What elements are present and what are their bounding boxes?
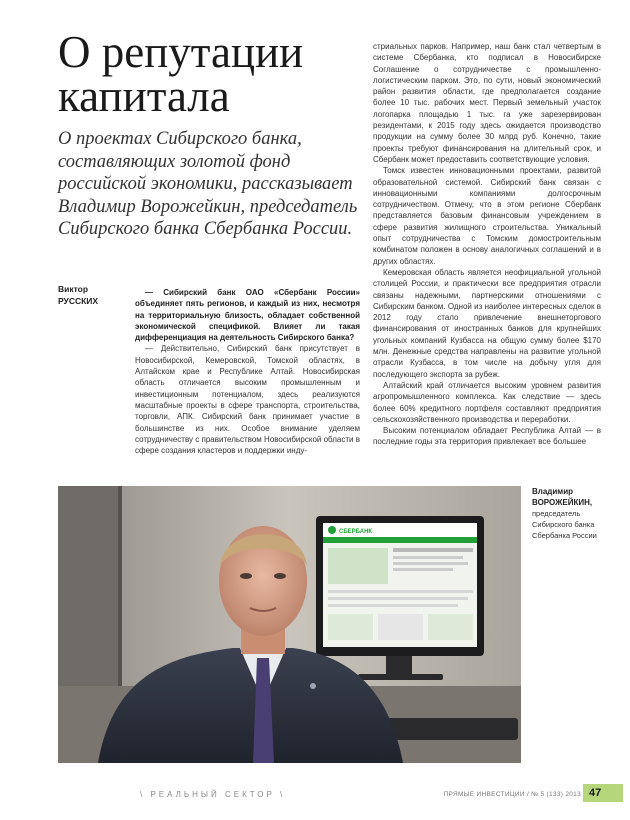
- footer-magazine-issue: ПРЯМЫЕ ИНВЕСТИЦИИ / № 5 (133) 2013: [443, 791, 581, 798]
- article-lead: О проектах Сибирского банка, составляющих золотой фонд российской экономики, рассказывает Владимир Ворожейкин, председатель Сибирского банка Сбербанка России.: [58, 129, 358, 239]
- author-first-name: Виктор: [58, 284, 89, 294]
- article-title: О репутации капитала: [58, 27, 304, 121]
- portrait-photo: [58, 486, 521, 763]
- answer-paragraph-start: — Действительно, Сибирский банк присутствует в Новосибирской, Кемеровской, Томской областях, в Алтайском крае и Республике Алтай. Новосибирская область отличается высоким промышленным и инвестиционным потенциалом, здесь реализуются масштабные проекты в сфере транспорта, строительства, торговли, АПК. Сибирский банк принимает участие в большинстве из них. Особое внимание уделяем сотрудничеству с правительством Новосибирской области в сфере создания кластеров и поддержки инду-: [135, 344, 360, 456]
- paragraph-altai-republic: Высоким потенциалом обладает Республика Алтай — в последние годы эта территория привлекает все большее: [373, 426, 601, 447]
- interview-question: — Сибирский банк ОАО «Сбербанк России» объединяет пять регионов, и каждый из них, несмотря на территориальную близость, обладает собственной экономической спецификой. Влияет ли такая дифференциация на деятельность Сибирского банка?: [135, 288, 360, 343]
- article-column-right: [373, 41, 601, 448]
- author-byline: [58, 283, 128, 307]
- photo-caption: [532, 486, 622, 541]
- paragraph-tomsk: Томск известен инновационными проектами, развитой образовательной системой. Сибирский банк связан с инновационными компаниями долгосрочным сотрудничеством. Отмечу, что в этом регионе Сбербанк представляется базовым финансовым учреждением в сфере развития жилищного строительства. Уникальный опыт сотрудничества с Томским домостроительным комбинатом положен в основу аналогичных соглашений и в других областях.: [373, 166, 601, 266]
- paragraph-kemerovo: Кемеровская область является неофициальной угольной столицей России, и практически все предприятия отрасли связаны надежными, партнерскими отношениями с Сибирским банком. Одной из наиболее интересных сделок в 2012 году стало привлечение внешнеторгового финансирования от иностранных банков для крупнейших угольных компаний Кузбасса на общую сумму более $170 млн. Денежные средства направлены на развитие угольной отрасли Кузбасса, в том числе на добычу угля для последующего экспорта за рубеж.: [373, 267, 601, 379]
- portrait-illustration: [58, 486, 521, 763]
- paragraph-altai-krai: Алтайский край отличается высоким уровнем развития агропромышленного комплекса. Как следствие — здесь более 60% кредитного портфеля составляют предприятия сельскохозяйственного производства и переработки.: [373, 380, 601, 424]
- article-column-middle: [135, 287, 360, 456]
- caption-role: председатель Сибирского банка Сбербанка России: [532, 509, 597, 540]
- footer-section-label: \ РЕАЛЬНЫЙ СЕКТОР \: [140, 790, 286, 799]
- answer-paragraph-continued: стриальных парков. Например, наш банк стал четвертым в системе Сбербанка, кто подписал в Новосибирске Соглашение о сотрудничестве с промышленно-логистическим парком. Это, по сути, новый экономический район развития области, где предполагается создание более 10 тыс. рабочих мест. Первый земельный участок логопарка площадью 1 тыс. га уже зарезервирован резидентами, к 2015 году здесь ожидается производство продукции на сумму более 30 млрд руб. Конечно, такие проекты требуют финансирования на длительный срок, и Сбербанк может предоставить соответствующие условия.: [373, 42, 601, 164]
- monitor: [316, 516, 484, 680]
- author-last-name: РУССКИХ: [58, 296, 99, 306]
- caption-name: Владимир ВОРОЖЕЙКИН,: [532, 487, 593, 507]
- monitor-logo: СБЕРБАНК: [339, 529, 373, 535]
- page-number: 47: [583, 784, 623, 802]
